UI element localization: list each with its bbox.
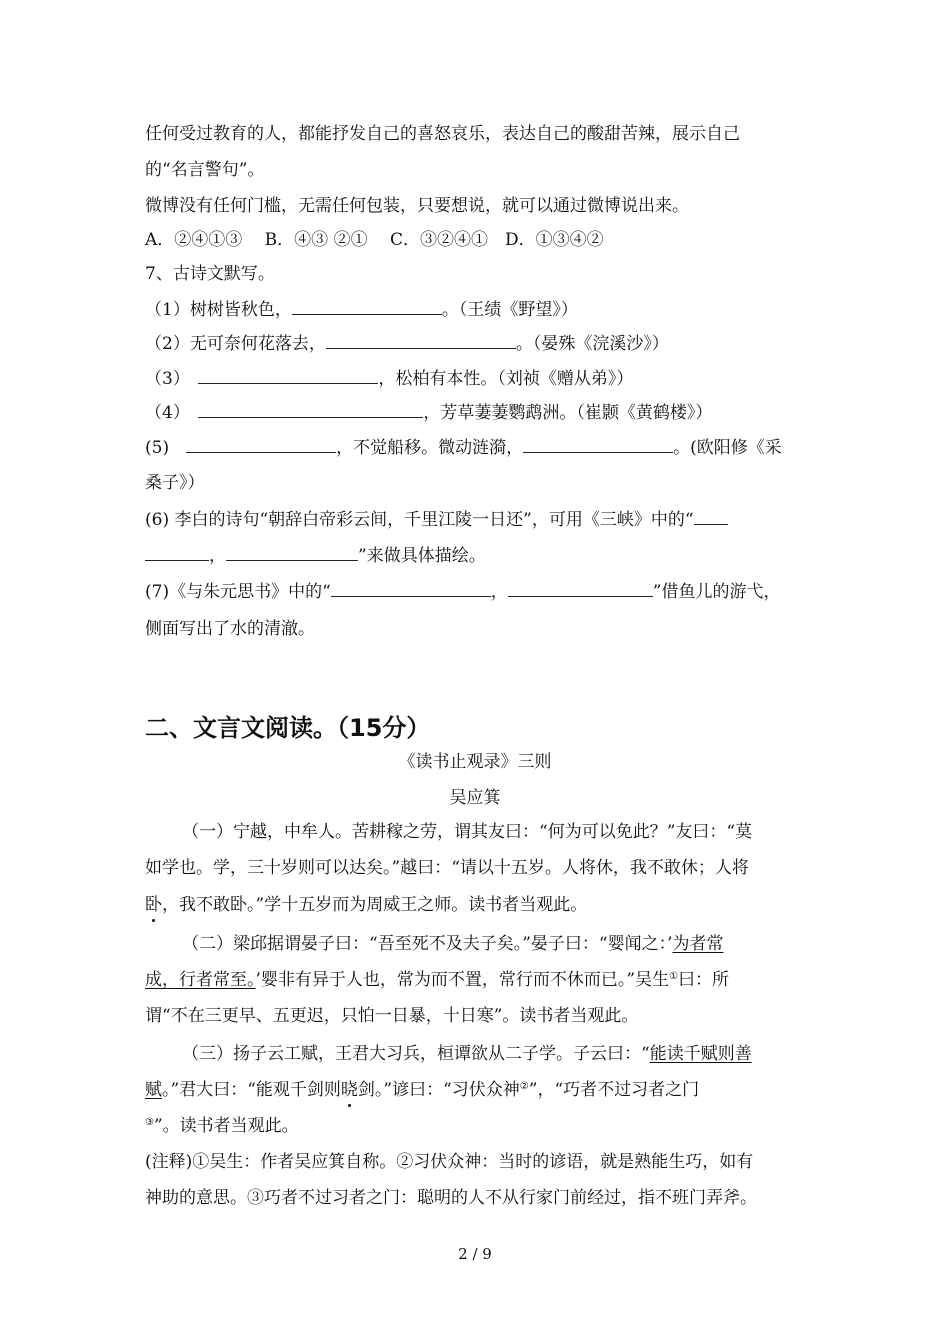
- answer-blank[interactable]: [186, 436, 336, 453]
- item-text: （3）: [145, 369, 199, 389]
- item-text: （2）无可奈何花落去，: [145, 334, 326, 354]
- passage-text: （二）梁邱据谓晏子曰：“吾至死不及夫子矣。”晏子曰：“婴闻之：’: [182, 934, 673, 954]
- text-line: 的“名言警句”。: [145, 160, 265, 180]
- notes-line: (注释)①吴生：作者吴应箕自称。②习伏众神：当时的谚语，就是熟能生巧，如有: [145, 1152, 754, 1172]
- footnote-marker: ②: [519, 1081, 529, 1092]
- notes-line: 神助的意思。③巧者不过习者之门：聪明的人不从行家门前经过，指不班门弄斧。: [145, 1188, 757, 1208]
- passage-text: ’婴非有异于人也，常为而不置，常行而不休而已。”吴生: [255, 970, 670, 990]
- footnote-marker: ③: [145, 1117, 154, 1128]
- item-text: ，: [490, 582, 508, 602]
- poem-item-2: [145, 332, 669, 356]
- item-text: ”借鱼儿的游弋，: [652, 582, 781, 602]
- footnote-marker: ①: [669, 971, 679, 982]
- emphasized-char: 晓: [340, 1080, 358, 1100]
- underlined-text: 赋: [145, 1080, 162, 1100]
- passage-line: （一）宁越，中牟人。苦耕稼之劳，谓其友曰：“何为可以免此？”友曰：“莫: [182, 822, 753, 842]
- answer-blank[interactable]: [331, 580, 491, 597]
- passage-text: ”，“巧者不过习者之门: [528, 1080, 700, 1100]
- item-text: （4）: [145, 403, 199, 423]
- underlined-text: 能读千赋则善: [649, 1044, 752, 1064]
- item-text: ，松柏有本性。（刘祯《赠从弟》）: [378, 369, 634, 389]
- passage-line: [182, 1042, 752, 1066]
- answer-blank[interactable]: [694, 508, 728, 525]
- answer-blank[interactable]: [523, 436, 673, 453]
- passage-title: 《读书止观录》三则: [398, 752, 552, 772]
- poem-item-1: [145, 298, 578, 322]
- text-line: 任何受过教育的人，都能抒发自己的喜怒哀乐，表达自己的酸甜苦辣，展示自己: [145, 124, 740, 144]
- question-title: 7、古诗文默写。: [145, 264, 275, 284]
- item-text: ”来做具体描绘。: [358, 546, 486, 566]
- passage-text: 剑。”谚曰：“习伏众神: [357, 1080, 520, 1100]
- poem-item-5: [145, 436, 782, 460]
- poem-item-3: [145, 367, 633, 391]
- answer-blank[interactable]: [292, 298, 442, 315]
- passage-text: （三）扬子云工赋，王君大习兵，桓谭欲从二子学。子云曰：“: [182, 1044, 650, 1064]
- passage-line: [182, 932, 723, 956]
- item-text: ，不觉船移。微动涟漪，: [336, 438, 524, 458]
- passage-text: 。”君大曰：“能观千剑则: [162, 1080, 341, 1100]
- item-text: （1）树树皆秋色，: [145, 300, 292, 320]
- text-line: 侧面写出了水的清澈。: [145, 619, 315, 639]
- text-line: 桑子》）: [145, 473, 205, 493]
- item-text: ，芳草萋萋鹦鹉洲。（崔颢《黄鹤楼》）: [423, 403, 713, 423]
- answer-blank[interactable]: [145, 544, 209, 561]
- poem-item-4: [145, 401, 712, 425]
- passage-text: ”。读书者当观此。: [153, 1116, 299, 1136]
- item-text: 。（晏殊《浣溪沙》）: [515, 334, 669, 354]
- passage-text: ，我不敢卧。”学十五岁而为周威王之师。读书者当观此。: [162, 895, 588, 915]
- passage-line: [145, 893, 587, 917]
- page-number: 2 / 9: [458, 1245, 492, 1263]
- passage-line: 如学也。学，三十岁则可以达矣。”越曰：“请以十五岁。人将休，我不敢休；人将: [145, 858, 749, 878]
- underlined-text: 成，行者常至。: [145, 970, 256, 990]
- passage-line: 谓“不在三更早、五更迟，只怕一日暴，十日寒”。读书者当观此。: [145, 1006, 639, 1026]
- item-text: (6) 李白的诗句“朝辞白帝彩云间，千里江陵一日还”，可用《三峡》中的“: [145, 510, 694, 530]
- poem-item-6-cont: [145, 544, 486, 568]
- underlined-text: 为者常: [672, 934, 724, 954]
- poem-item-7: [145, 580, 780, 604]
- answer-blank[interactable]: [508, 580, 653, 597]
- passage-line: [145, 1114, 299, 1138]
- item-text: ，: [209, 546, 226, 566]
- poem-item-6: [145, 508, 728, 532]
- item-text: (5): [145, 438, 187, 458]
- answer-blank[interactable]: [198, 401, 423, 418]
- item-text: 。(欧阳修《采: [673, 438, 782, 458]
- passage-line: [145, 1078, 699, 1102]
- passage-author: 吴应箕: [449, 788, 501, 808]
- emphasized-char: 卧: [145, 895, 162, 915]
- passage-line: [145, 968, 729, 992]
- answer-options: A．②④①③ B．④③ ②① C．③②④① D．①③④②: [145, 230, 604, 250]
- text-line: 微博没有任何门槛，无需任何包装，只要想说，就可以通过微博说出来。: [145, 196, 689, 216]
- item-text: (7)《与朱元思书》中的“: [145, 582, 331, 602]
- item-text: 。（王绩《野望》）: [441, 300, 578, 320]
- answer-blank[interactable]: [326, 332, 516, 349]
- answer-blank[interactable]: [226, 544, 358, 561]
- answer-blank[interactable]: [198, 367, 378, 384]
- section-heading: 二、文言文阅读。（15分）: [145, 714, 431, 742]
- passage-text: 曰：所: [678, 970, 730, 990]
